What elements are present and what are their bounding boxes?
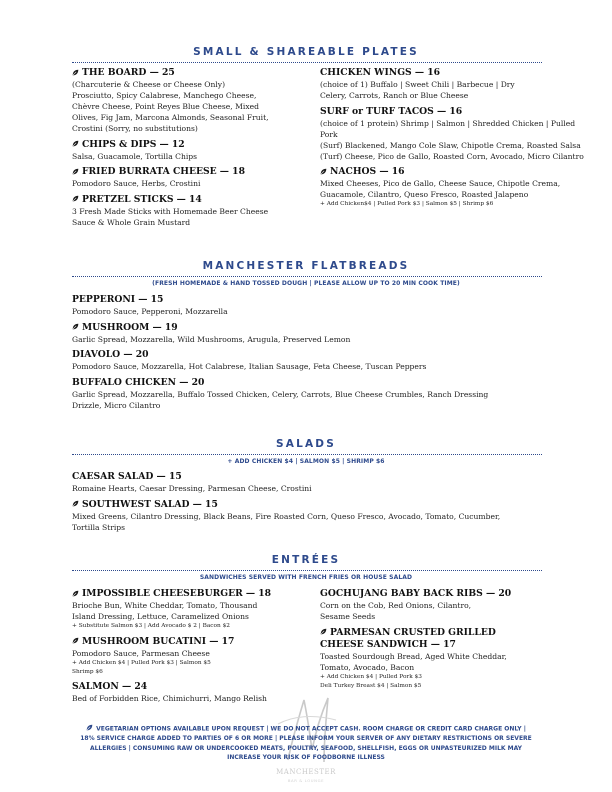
small-plates-right-column [320, 67, 595, 214]
item-name-text: NACHOS — 16 [330, 166, 405, 177]
small-plates-left-column [72, 67, 312, 232]
menu-item [72, 322, 552, 345]
leaf-icon [72, 500, 79, 507]
divider [72, 570, 542, 571]
item-name [320, 588, 595, 600]
divider [72, 276, 542, 277]
section-title-flatbreads: MANCHESTER FLATBREADS [202, 260, 410, 272]
leaf-icon [72, 637, 79, 644]
item-name-text: FRIED BURRATA CHEESE — 18 [82, 166, 245, 177]
item-name [320, 627, 595, 639]
item-name [72, 67, 312, 79]
item-description: Garlic Spread, Mozzarella, Buffalo Tossed Chicken, Celery, Carrots, Blue Cheese Crumbles, Ranch Dressing [72, 389, 489, 399]
item-name [72, 471, 552, 483]
item-name-text: SALMON — 24 [72, 681, 148, 692]
menu-item [320, 627, 595, 691]
logo-name: MANCHESTER [276, 768, 336, 776]
item-description: Pomodoro Sauce, Mozzarella, Hot Calabrese, Italian Sausage, Feta Cheese, Tuscan Peppers [72, 362, 427, 371]
logo-subtitle: BAR & LOUNGE [287, 778, 325, 783]
item-name [320, 166, 595, 178]
leaf-icon [86, 724, 93, 731]
menu-item [320, 67, 595, 101]
item-description: Pomodoro Sauce, Parmesan Cheese [72, 648, 210, 658]
menu-item [72, 636, 312, 677]
item-description: (Surf) Blackened, Mango Cole Slaw, Chipotle Crema, Roasted Salsa [320, 140, 581, 150]
section-title-salads: SALADS [276, 438, 336, 450]
entrees-right-column [320, 588, 595, 695]
item-description: Drizzle, Micro Cilantro [72, 400, 161, 410]
leaf-icon [72, 195, 79, 202]
item-name-text: THE BOARD — 25 [82, 67, 175, 78]
section-title-entrees: ENTRÉES [271, 554, 341, 566]
footer-line-text: ALLERGIES | CONSUMING RAW OR UNDERCOOKED MEATS, POULTRY, SEAFOOD, SHELLFISH, EGGS OR UNPASTEURIZED MILK MAY [89, 744, 523, 752]
menu-item [320, 106, 595, 162]
item-name-text: CAESAR SALAD — 15 [72, 471, 182, 482]
item-description: Sesame Seeds [320, 612, 376, 621]
menu-item [72, 588, 312, 631]
item-name [72, 194, 312, 206]
footer-line [60, 753, 552, 763]
item-name-text: BUFFALO CHICKEN — 20 [72, 376, 205, 388]
item-name-text: GOCHUJANG BABY BACK RIBS — 20 [320, 588, 512, 599]
item-name-text: CHIPS & DIPS — 12 [82, 138, 185, 150]
footer-line [60, 744, 552, 754]
item-addons: + Add Chicken $4 | Pulled Pork $3 [320, 673, 422, 680]
item-description: Guacamole, Cilantro, Queso Fresco, Roasted Jalapeno [320, 190, 529, 199]
item-description: Island Dressing, Lettuce, Caramelized Onions [72, 612, 249, 621]
item-addons: + Add Chicken$4 | Pulled Pork $3 | Salmon $5 | Shrimp $6 [320, 201, 494, 207]
item-name [72, 166, 312, 178]
item-description: Mixed Cheeses, Pico de Gallo, Cheese Sauce, Chipotle Crema, [320, 179, 561, 188]
menu-item [72, 349, 552, 372]
item-description: Pomodoro Sauce, Pepperoni, Mozzarella [72, 307, 228, 316]
item-description: Brioche Bun, White Cheddar, Tomato, Thousand [72, 601, 258, 610]
footer-line [60, 734, 552, 744]
menu-item [72, 499, 552, 533]
item-description: (Charcuterie & Cheese or Cheese Only) [72, 80, 226, 89]
item-name [72, 139, 312, 151]
item-description: Salsa, Guacamole, Tortilla Chips [72, 151, 198, 161]
footer-line-text: VEGETARIAN OPTIONS AVAILABLE UPON REQUEST | WE DO NOT ACCEPT CASH. ROOM CHARGE OR CREDIT CARD CHARGE ONLY | [96, 725, 526, 733]
item-addons: + Add Chicken $4 | Pulled Pork $3 | Salmon $5 [72, 659, 211, 666]
item-addons: Deli Turkey Breast $4 | Salmon $5 [320, 682, 422, 689]
item-name-text: PRETZEL STICKS — 14 [82, 193, 202, 205]
item-description: Pomodoro Sauce, Herbs, Crostini [72, 179, 201, 188]
item-name [72, 499, 552, 511]
item-addons: Shrimp $6 [72, 668, 103, 675]
flatbreads-list [72, 294, 552, 415]
item-name-text: MUSHROOM BUCATINI — 17 [82, 635, 235, 647]
item-name-text: SOUTHWEST SALAD — 15 [82, 498, 218, 510]
menu-item [72, 67, 312, 134]
menu-item [72, 194, 312, 228]
item-description: Olives, Fig Jam, Marcona Almonds, Seasonal Fruit, [72, 113, 269, 122]
leaf-icon [72, 590, 79, 597]
divider [72, 454, 542, 455]
item-description: (choice of 1 protein) Shrimp | Salmon | Shredded Chicken | Pulled Pork [320, 118, 576, 139]
footer-line-text: INCREASE YOUR RISK OF FOODBORNE ILLNESS [227, 754, 385, 761]
footer-line [60, 724, 552, 734]
salads-list [72, 471, 552, 537]
item-description: Romaine Hearts, Caesar Dressing, Parmesan Cheese, Crostini [72, 484, 312, 493]
item-description: 3 Fresh Made Sticks with Homemade Beer Cheese [72, 206, 269, 216]
leaf-icon [72, 168, 79, 175]
menu-item [320, 588, 595, 622]
item-name [320, 67, 595, 79]
section-title-small-plates: SMALL & SHAREABLE PLATES [193, 46, 419, 58]
divider [72, 62, 542, 63]
item-name-cont: CHEESE SANDWICH — 17 [320, 638, 456, 650]
item-description: Mixed Greens, Cilantro Dressing, Black Beans, Fire Roasted Corn, Queso Fresco, Avocado, Tomato, Cucumber, [72, 511, 501, 521]
item-name [72, 322, 552, 334]
item-description: Sauce & Whole Grain Mustard [72, 217, 191, 227]
item-name-text: PEPPERONI — 15 [72, 294, 164, 305]
item-description: Chèvre Cheese, Point Reyes Blue Cheese, Mixed [72, 102, 259, 111]
item-addons: + Substitute Salmon $3 | Add Avocado $ 2 | Bacon $2 [72, 623, 230, 629]
item-name [72, 294, 552, 306]
item-name-text: IMPOSSIBLE CHEESEBURGER — 18 [82, 588, 272, 599]
item-description: Garlic Spread, Mozzarella, Wild Mushrooms, Arugula, Preserved Lemon [72, 334, 351, 344]
item-description: (choice of 1) Buffalo | Sweet Chili | Barbecue | Dry [320, 80, 515, 89]
menu-item [320, 166, 595, 209]
item-description: Corn on the Cob, Red Onions, Cilantro, [320, 601, 472, 610]
item-description: Bed of Forbidden Rice, Chimichurri, Mango Relish [72, 694, 267, 703]
item-description: Tortilla Strips [72, 522, 126, 532]
leaf-icon [72, 323, 79, 330]
menu-item [72, 294, 552, 317]
menu-item [72, 139, 312, 162]
item-name [72, 377, 552, 389]
flatbreads-note: (FRESH HOMEMADE & HAND TOSSED DOUGH | PLEASE ALLOW UP TO 20 MIN COOK TIME) [152, 280, 460, 287]
leaf-icon [320, 168, 327, 175]
item-name [72, 349, 552, 361]
item-description: Prosciutto, Spicy Calabrese, Manchego Cheese, [72, 91, 257, 100]
entrees-note: SANDWICHES SERVED WITH FRENCH FRIES OR HOUSE SALAD [199, 574, 413, 581]
item-name-text: DIAVOLO — 20 [72, 349, 149, 360]
item-description: Celery, Carrots, Ranch or Blue Cheese [320, 91, 469, 100]
footer-notice [60, 724, 552, 763]
item-name-text: SURF or TURF TACOS — 16 [320, 105, 463, 117]
menu-item [72, 377, 552, 411]
item-description: Crostini (Sorry, no substitutions) [72, 124, 198, 133]
item-name [72, 588, 312, 600]
menu-item [72, 166, 312, 189]
item-name [320, 106, 595, 118]
item-name-text: MUSHROOM — 19 [82, 321, 178, 333]
leaf-icon [72, 140, 79, 147]
salads-note: + ADD CHICKEN $4 | SALMON $5 | SHRIMP $6 [227, 458, 385, 465]
item-name-text: CHICKEN WINGS — 16 [320, 67, 441, 78]
item-name-text: PARMESAN CRUSTED GRILLED [330, 626, 496, 638]
item-description: Toasted Sourdough Bread, Aged White Cheddar, [320, 651, 507, 661]
item-name [72, 636, 312, 648]
item-description: Tomato, Avocado, Bacon [320, 662, 415, 672]
leaf-icon [320, 628, 327, 635]
menu-item [72, 471, 552, 494]
leaf-icon [72, 69, 79, 76]
item-description: (Turf) Cheese, Pico de Gallo, Roasted Corn, Avocado, Micro Cilantro [320, 151, 584, 161]
footer-line-text: 18% SERVICE CHARGE ADDED TO PARTIES OF 6 OR MORE | PLEASE INFORM YOUR SERVER OF ANY DIETARY RESTRICTIONS OR SEVERE [80, 735, 532, 742]
